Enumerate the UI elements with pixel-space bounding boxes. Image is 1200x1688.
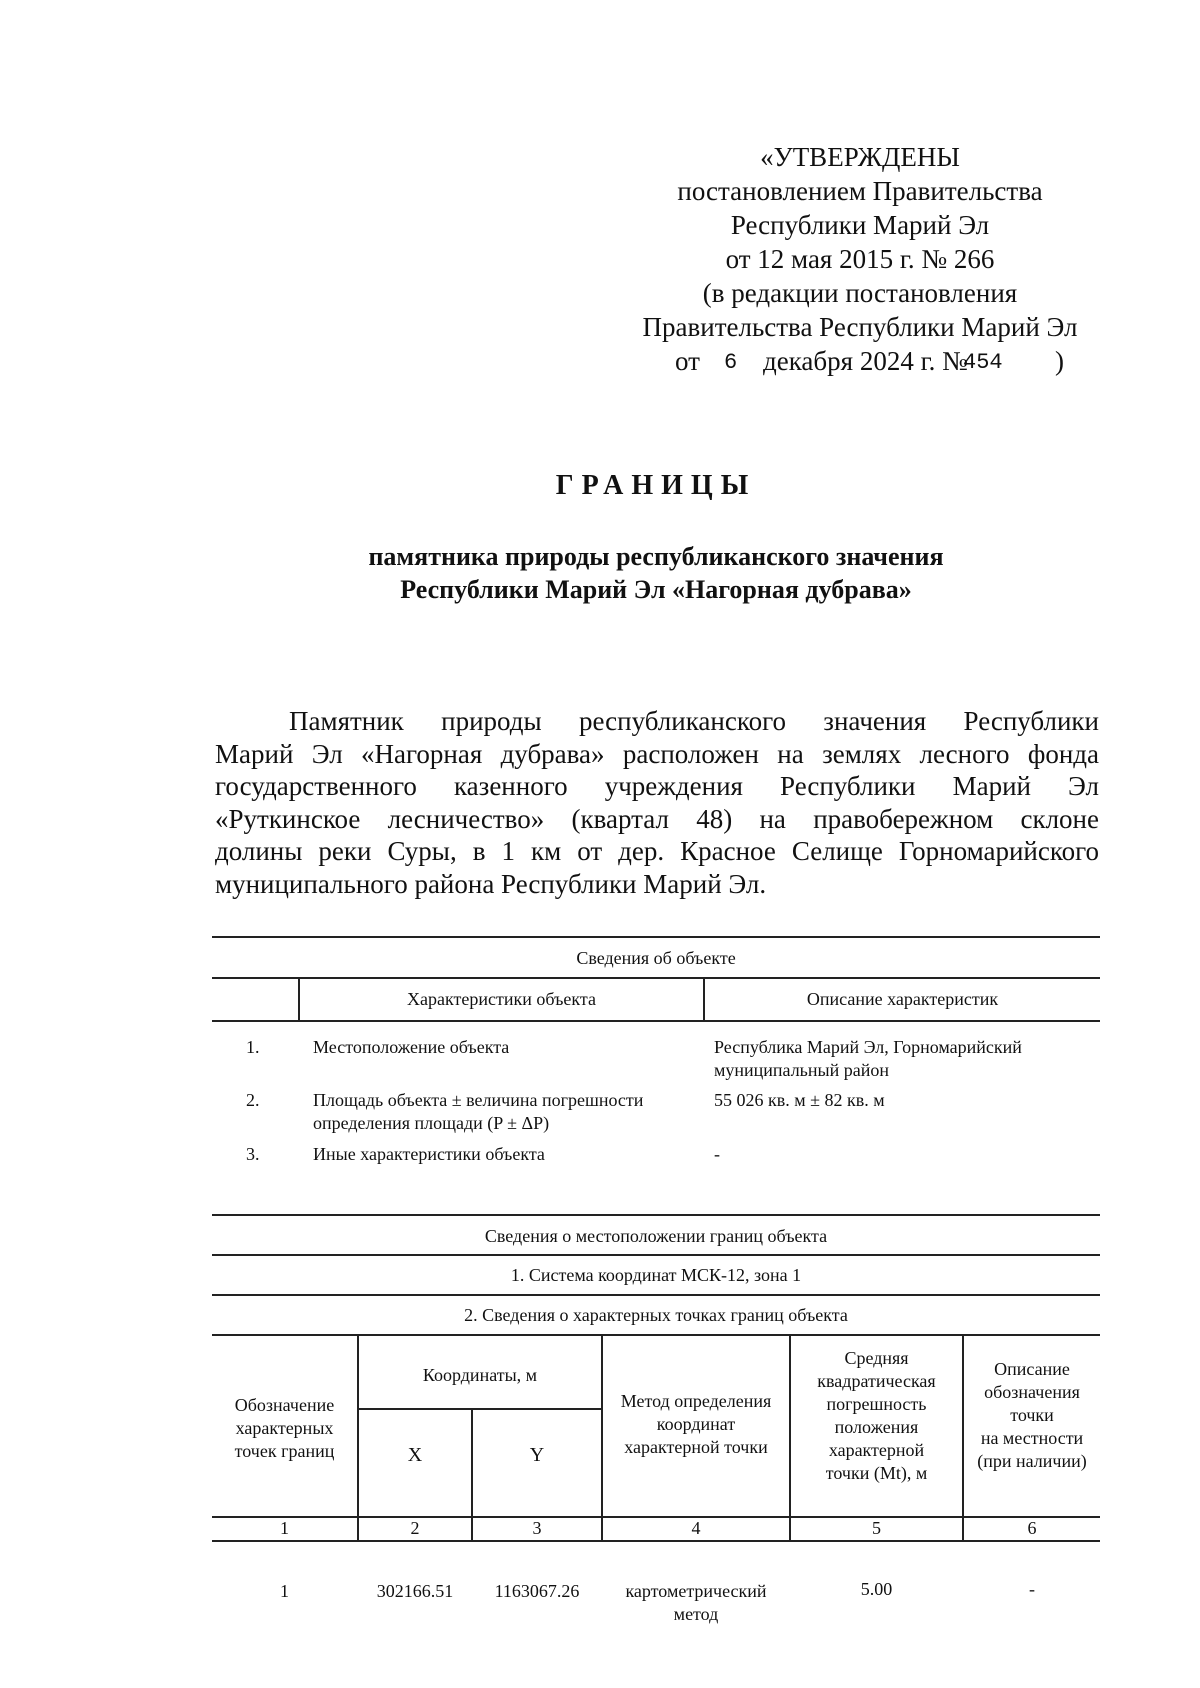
subtitle-line: Республики Марий Эл «Нагорная дубрава»	[400, 575, 912, 604]
object-info-header: Сведения об объекте	[576, 948, 736, 968]
header-text: координат	[656, 1414, 736, 1434]
coordinate-y: 1163067.26	[494, 1581, 580, 1601]
points-header: 2. Сведения о характерных точках границ объекта	[464, 1305, 848, 1325]
table-rule	[212, 977, 1100, 979]
row-name: Местоположение объекта	[313, 1037, 510, 1057]
table-rule	[212, 936, 1100, 938]
column-header-description	[964, 1358, 1100, 1473]
approval-line: Правительства Республики Марий Эл	[642, 312, 1078, 342]
method-text: картометрический	[625, 1581, 767, 1601]
row-number: 2.	[246, 1090, 260, 1110]
header-text: характерных	[235, 1418, 334, 1438]
column-header: Характеристики объекта	[407, 989, 596, 1009]
column-header-error	[791, 1347, 962, 1485]
header-text: точек границ	[234, 1441, 335, 1461]
paragraph-line: «Руткинское лесничество» (квартал 48) на правобережном склоне	[215, 803, 1099, 834]
header-text: погрешность	[826, 1394, 927, 1414]
header-text: Средняя	[844, 1348, 909, 1368]
column-header-coordinates: Координаты, м	[422, 1365, 538, 1385]
date-day: 6	[724, 350, 738, 375]
table-rule	[212, 1020, 1100, 1022]
table-rule	[212, 1214, 1100, 1216]
description-value: -	[1029, 1579, 1035, 1599]
header-text: положения	[834, 1417, 919, 1437]
header-text: на местности	[980, 1428, 1084, 1448]
column-header-x: X	[407, 1444, 423, 1466]
table-rule	[212, 1294, 1100, 1296]
header-text: характерной точки	[624, 1437, 768, 1457]
row-value: муниципальный район	[714, 1060, 890, 1080]
row-value: 55 026 кв. м ± 82 кв. м	[714, 1090, 885, 1110]
row-value: Республика Марий Эл, Горномарийский	[714, 1037, 1022, 1057]
close-paren: )	[1055, 346, 1064, 376]
location-info-header: Сведения о местоположении границ объекта	[484, 1226, 828, 1246]
subtitle-line: памятника природы республиканского значения	[368, 542, 944, 571]
header-text: Описание	[994, 1359, 1070, 1379]
paragraph-line: долины реки Суры, в 1 км от дер. Красное Селище Горномарийского	[215, 836, 1099, 866]
document-subtitle	[250, 540, 1062, 606]
method-text: метод	[673, 1604, 719, 1624]
point-number: 1	[280, 1581, 289, 1601]
paragraph-line: Марий Эл «Нагорная дубрава» расположен на землях лесного фонда	[215, 738, 1099, 769]
table-divider	[357, 1334, 359, 1516]
paragraph-line: Памятник природы республиканского значения Республики	[289, 706, 1099, 736]
header-text: Метод определения	[620, 1391, 772, 1411]
column-header-method	[603, 1390, 789, 1459]
row-number: 1.	[246, 1037, 260, 1057]
approval-line: (в редакции постановления	[702, 278, 1018, 308]
date-rest: декабря 2024 г. №	[763, 346, 968, 376]
approval-line: «УТВЕРЖДЕНЫ	[760, 142, 960, 172]
date-prefix: от	[675, 346, 700, 376]
row-name: Иные характеристики объекта	[313, 1144, 545, 1164]
column-header: Описание характеристик	[806, 989, 999, 1009]
column-number: 6	[1027, 1518, 1037, 1538]
body-paragraph	[215, 705, 1099, 900]
header-text: обозначения	[984, 1382, 1080, 1402]
approval-date-line	[620, 344, 1100, 378]
decree-number: 454	[963, 350, 1003, 375]
header-text: Обозначение	[234, 1395, 335, 1415]
column-number: 2	[410, 1518, 420, 1538]
column-header-designation	[212, 1394, 357, 1463]
column-number: 4	[691, 1518, 701, 1538]
column-number: 5	[872, 1518, 881, 1538]
header-text: характерной	[828, 1440, 925, 1460]
column-number: 3	[532, 1518, 542, 1538]
table-rule	[357, 1408, 601, 1410]
method	[603, 1580, 789, 1626]
header-text: квадратическая	[817, 1371, 936, 1391]
table-rule	[212, 1540, 1100, 1542]
coordinate-system: 1. Система координат МСК-12, зона 1	[510, 1265, 802, 1285]
row-value: -	[714, 1144, 720, 1164]
paragraph-line: муниципального района Республики Марий Эл.	[215, 868, 767, 899]
column-number: 1	[280, 1518, 289, 1538]
header-text: точки (Mt), м	[825, 1463, 928, 1483]
column-header-y: Y	[529, 1444, 545, 1466]
row-name: определения площади (P ± ΔP)	[313, 1113, 550, 1133]
approval-line: Республики Марий Эл	[730, 210, 990, 240]
document-title: ГРАНИЦЫ	[555, 470, 757, 501]
header-text: (при наличии)	[977, 1451, 1087, 1471]
row-number: 3.	[246, 1144, 260, 1164]
row-name: Площадь объекта ± величина погрешности	[313, 1090, 644, 1110]
table-rule	[212, 1334, 1100, 1336]
header-text: точки	[1010, 1405, 1054, 1425]
error-value: 5.00	[860, 1579, 893, 1599]
approval-line: от 12 мая 2015 г. № 266	[725, 244, 995, 274]
table-rule	[212, 1254, 1100, 1256]
paragraph-line: государственного казенного учреждения Республики Марий Эл	[215, 771, 1099, 801]
approval-line: постановлением Правительства	[677, 176, 1043, 206]
coordinate-x: 302166.51	[376, 1581, 454, 1601]
approval-block	[620, 140, 1100, 378]
